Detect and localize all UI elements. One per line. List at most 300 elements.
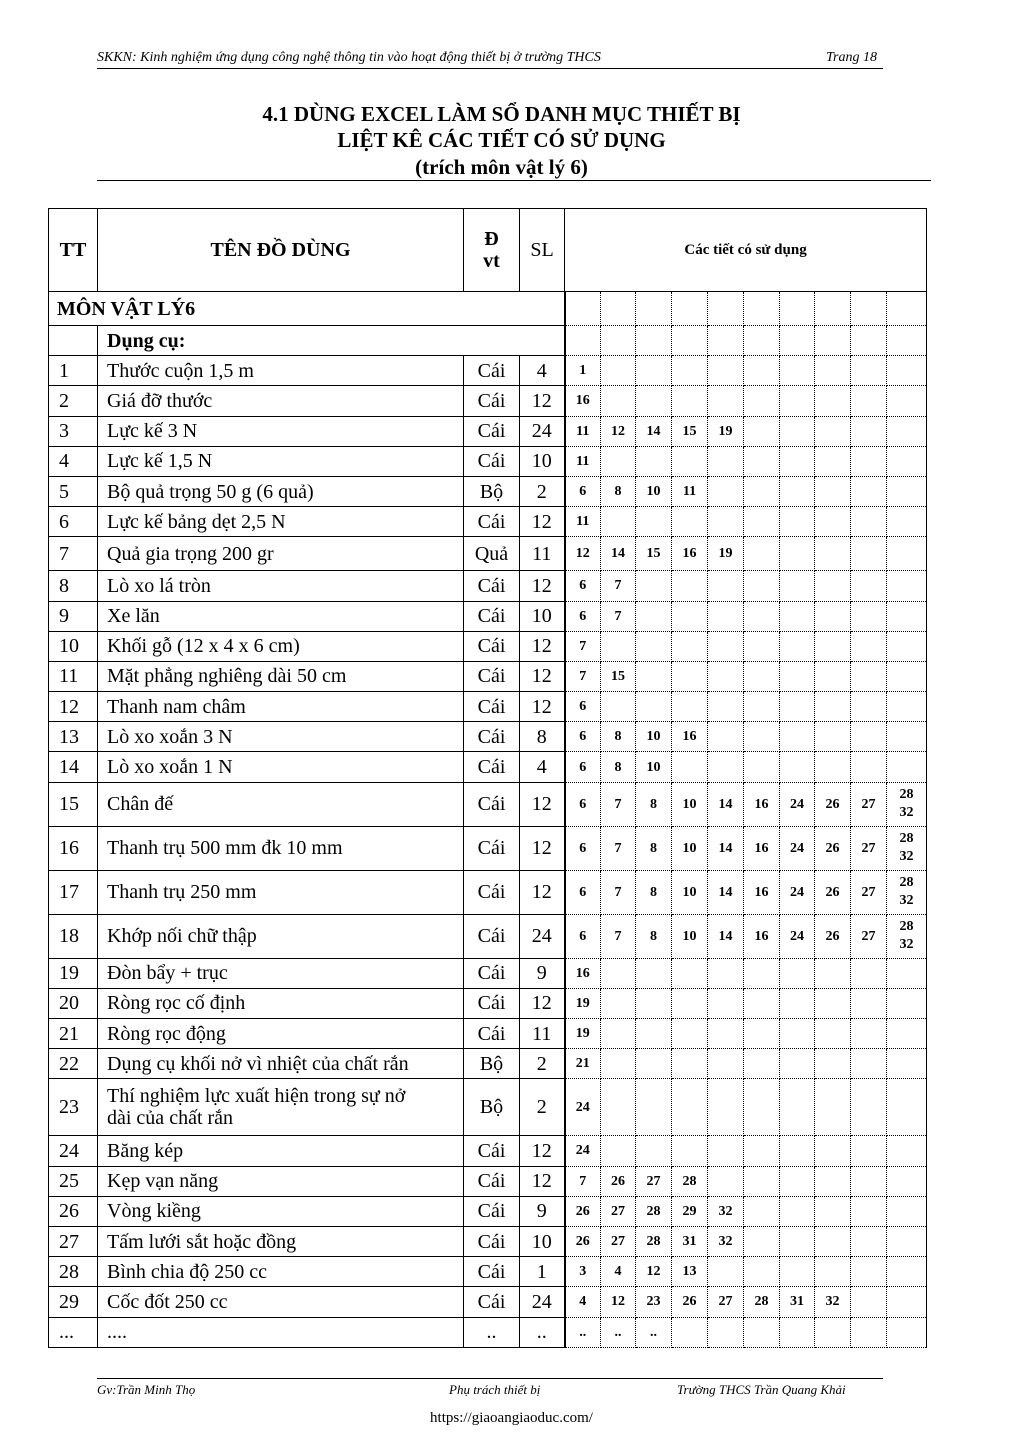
quantity: 24 (520, 914, 565, 958)
period-cell (601, 1019, 636, 1049)
header-unit (464, 209, 520, 292)
period-cell (672, 1049, 708, 1079)
table-row (49, 988, 927, 1018)
period-cell (708, 661, 744, 691)
quantity: 2 (520, 1079, 565, 1136)
row-number: 8 (49, 571, 98, 601)
period-cell (672, 292, 708, 326)
quantity: 12 (520, 631, 565, 661)
period-cell (887, 1287, 927, 1317)
period-cell: .. (601, 1317, 636, 1347)
period-cell (887, 1136, 927, 1166)
period-cell: 16 (565, 386, 601, 416)
header-left-text: SKKN: Kinh nghiệm ứng dụng công nghệ thông tin vào hoạt động thiết bị ở trường THCS (97, 50, 601, 65)
period-cell (780, 1196, 815, 1226)
period-cell (708, 958, 744, 988)
period-cell (780, 571, 815, 601)
equipment-name: Bộ quả trọng 50 g (6 quả) (98, 476, 464, 506)
period-cell: 26 (815, 826, 851, 870)
period-cell (744, 537, 780, 571)
unit: Cái (464, 752, 520, 782)
row-number: 26 (49, 1196, 98, 1226)
period-cell (887, 571, 927, 601)
period-cell (887, 537, 927, 571)
period-cell (636, 601, 672, 631)
unit: Bộ (464, 1079, 520, 1136)
equipment-name: Lực kế 3 N (98, 416, 464, 446)
period-cell (744, 476, 780, 506)
period-cell: 8 (636, 914, 672, 958)
table-row (49, 356, 927, 386)
period-cell (708, 571, 744, 601)
period-cell: 28 32 (887, 914, 927, 958)
period-cell (851, 958, 887, 988)
equipment-name: Thí nghiệm lực xuất hiện trong sự nở dài của chất rắn (98, 1079, 464, 1136)
period-cell (815, 722, 851, 752)
period-cell (815, 571, 851, 601)
period-cell (780, 631, 815, 661)
table-row (49, 826, 927, 870)
period-cell: 8 (601, 752, 636, 782)
equipment-name: Khớp nối chữ thập (98, 914, 464, 958)
footer-role: Phụ trách thiết bị (449, 1382, 541, 1397)
table-row (49, 631, 927, 661)
quantity: 12 (520, 870, 565, 914)
footer-divider (97, 1378, 883, 1379)
equipment-name: Vòng kiềng (98, 1196, 464, 1226)
unit: Bộ (464, 476, 520, 506)
row-number: 11 (49, 661, 98, 691)
period-cell (636, 507, 672, 537)
quantity: 10 (520, 601, 565, 631)
period-cell (601, 958, 636, 988)
unit: Cái (464, 870, 520, 914)
quantity: 2 (520, 476, 565, 506)
period-cell (887, 1317, 927, 1347)
period-cell (636, 292, 672, 326)
period-cell (708, 356, 744, 386)
period-cell (815, 356, 851, 386)
period-cell: 7 (565, 1166, 601, 1196)
period-cell (744, 1166, 780, 1196)
period-cell (887, 1019, 927, 1049)
period-cell: 6 (565, 476, 601, 506)
period-cell (815, 476, 851, 506)
period-cell (780, 752, 815, 782)
table-row (49, 914, 927, 958)
row-number: 16 (49, 826, 98, 870)
period-cell: 16 (744, 914, 780, 958)
table-row (49, 782, 927, 826)
period-cell: 23 (636, 1287, 672, 1317)
period-cell (744, 1226, 780, 1256)
period-cell (708, 446, 744, 476)
period-cell (708, 476, 744, 506)
equipment-name: Dụng cụ khối nở vì nhiệt của chất rắn (98, 1049, 464, 1079)
period-cell: 24 (565, 1136, 601, 1166)
row-number: 14 (49, 752, 98, 782)
period-cell (887, 1257, 927, 1287)
period-cell (815, 661, 851, 691)
unit: Cái (464, 1196, 520, 1226)
period-cell (780, 386, 815, 416)
period-cell: 16 (672, 722, 708, 752)
period-cell (851, 476, 887, 506)
period-cell (780, 1019, 815, 1049)
table-header-row (49, 209, 927, 292)
period-cell (636, 958, 672, 988)
unit: Cái (464, 722, 520, 752)
table-row (49, 507, 927, 537)
period-cell (672, 661, 708, 691)
period-cell: 16 (565, 958, 601, 988)
period-cell (708, 292, 744, 326)
period-cell (744, 722, 780, 752)
equipment-name: Thanh nam châm (98, 692, 464, 722)
period-cell (708, 1317, 744, 1347)
quantity: 12 (520, 571, 565, 601)
period-cell: 6 (565, 782, 601, 826)
period-cell: 10 (672, 870, 708, 914)
unit: Cái (464, 914, 520, 958)
quantity: 24 (520, 1287, 565, 1317)
quantity: 8 (520, 722, 565, 752)
source-url[interactable]: https://giaoangiaoduc.com/ (430, 1410, 593, 1426)
equipment-name: Lò xo lá tròn (98, 571, 464, 601)
header-tt: TT (49, 209, 98, 292)
unit: Cái (464, 446, 520, 476)
table-row (49, 446, 927, 476)
unit: Cái (464, 416, 520, 446)
table-row (49, 870, 927, 914)
period-cell (815, 1257, 851, 1287)
period-cell (815, 631, 851, 661)
category-tt (49, 326, 98, 356)
unit: Cái (464, 826, 520, 870)
period-cell (815, 1196, 851, 1226)
title-line-1: 4.1 DÙNG EXCEL LÀM SỔ DANH MỤC THIẾT BỊ (262, 102, 741, 126)
period-cell (708, 386, 744, 416)
table-row (49, 416, 927, 446)
unit: Cái (464, 1257, 520, 1287)
period-cell (815, 1049, 851, 1079)
period-cell (744, 1257, 780, 1287)
period-cell (887, 446, 927, 476)
row-number: 20 (49, 988, 98, 1018)
period-cell (780, 601, 815, 631)
period-cell (672, 326, 708, 356)
period-cell (672, 631, 708, 661)
period-cell (887, 1166, 927, 1196)
period-cell (601, 292, 636, 326)
period-cell: 15 (672, 416, 708, 446)
period-cell (780, 1166, 815, 1196)
equipment-name: Thanh trụ 250 mm (98, 870, 464, 914)
row-number: 15 (49, 782, 98, 826)
period-cell (601, 631, 636, 661)
equipment-name: Mặt phẳng nghiêng dài 50 cm (98, 661, 464, 691)
period-cell: 27 (851, 782, 887, 826)
period-cell (601, 356, 636, 386)
table-row (49, 1257, 927, 1287)
row-number: 6 (49, 507, 98, 537)
period-cell (780, 1049, 815, 1079)
period-cell (744, 356, 780, 386)
period-cell (636, 661, 672, 691)
period-cell (708, 1136, 744, 1166)
period-cell (851, 446, 887, 476)
table-row (49, 1136, 927, 1166)
period-cell (708, 631, 744, 661)
period-cell (744, 1049, 780, 1079)
period-cell (601, 446, 636, 476)
period-cell (815, 958, 851, 988)
period-cell (601, 1136, 636, 1166)
unit: Cái (464, 571, 520, 601)
unit: Cái (464, 1136, 520, 1166)
period-cell (851, 1317, 887, 1347)
period-cell: 27 (851, 870, 887, 914)
period-cell: 10 (672, 826, 708, 870)
quantity: 12 (520, 1136, 565, 1166)
row-number: 18 (49, 914, 98, 958)
page-number: Trang 18 (826, 50, 877, 65)
period-cell: 12 (601, 416, 636, 446)
period-cell: 14 (601, 537, 636, 571)
period-cell: 6 (565, 826, 601, 870)
period-cell: 12 (636, 1257, 672, 1287)
equipment-name: Chân đế (98, 782, 464, 826)
row-number: ... (49, 1317, 98, 1347)
equipment-table (48, 208, 927, 1348)
period-cell (744, 692, 780, 722)
period-cell: 15 (636, 537, 672, 571)
period-cell (815, 601, 851, 631)
period-cell: 31 (672, 1226, 708, 1256)
period-cell (887, 292, 927, 326)
period-cell: 10 (636, 476, 672, 506)
period-cell: 27 (851, 914, 887, 958)
quantity: 4 (520, 356, 565, 386)
table-row (49, 476, 927, 506)
period-cell: 26 (601, 1166, 636, 1196)
period-cell (851, 752, 887, 782)
equipment-name: Bình chia độ 250 cc (98, 1257, 464, 1287)
period-cell: 6 (565, 914, 601, 958)
period-cell: 26 (815, 870, 851, 914)
period-cell: 6 (565, 722, 601, 752)
equipment-name: Quả gia trọng 200 gr (98, 537, 464, 571)
period-cell: 19 (708, 416, 744, 446)
period-cell (672, 1136, 708, 1166)
period-cell (601, 988, 636, 1018)
period-cell (672, 601, 708, 631)
period-cell (851, 571, 887, 601)
period-cell (708, 722, 744, 752)
equipment-name: Giá đỡ thước (98, 386, 464, 416)
unit: Cái (464, 1287, 520, 1317)
period-cell (815, 988, 851, 1018)
period-cell (601, 386, 636, 416)
equipment-name: Xe lăn (98, 601, 464, 631)
table-row (49, 1287, 927, 1317)
period-cell: 19 (565, 1019, 601, 1049)
equipment-name: Thước cuộn 1,5 m (98, 356, 464, 386)
period-cell: 12 (565, 537, 601, 571)
header-qty: SL (520, 209, 565, 292)
period-cell (851, 1166, 887, 1196)
period-cell (887, 356, 927, 386)
header-unit-line1: Đ (484, 228, 499, 250)
period-cell: 16 (744, 826, 780, 870)
period-cell (887, 722, 927, 752)
period-cell (887, 601, 927, 631)
row-number: 4 (49, 446, 98, 476)
period-cell (744, 416, 780, 446)
period-cell (636, 571, 672, 601)
quantity: 10 (520, 446, 565, 476)
period-cell: 26 (815, 782, 851, 826)
period-cell (887, 988, 927, 1018)
footer-school: Trường THCS Trần Quang Khải (677, 1382, 846, 1397)
period-cell: 24 (565, 1079, 601, 1136)
period-cell (744, 661, 780, 691)
unit: Cái (464, 356, 520, 386)
category-label: Dụng cụ: (98, 326, 565, 356)
period-cell (708, 326, 744, 356)
period-cell (851, 1019, 887, 1049)
row-number: 10 (49, 631, 98, 661)
period-cell (851, 631, 887, 661)
period-cell (815, 416, 851, 446)
table-row (49, 1049, 927, 1079)
period-cell (636, 988, 672, 1018)
header-periods: Các tiết có sử dụng (565, 209, 927, 292)
period-cell (672, 1317, 708, 1347)
row-number: 9 (49, 601, 98, 631)
period-cell: 11 (565, 416, 601, 446)
period-cell (851, 1136, 887, 1166)
period-cell: 7 (601, 571, 636, 601)
period-cell: 31 (780, 1287, 815, 1317)
period-cell (744, 601, 780, 631)
table-row (49, 752, 927, 782)
period-cell (672, 571, 708, 601)
period-cell: 7 (565, 661, 601, 691)
period-cell (815, 1019, 851, 1049)
period-cell: 16 (744, 782, 780, 826)
row-number: 17 (49, 870, 98, 914)
period-cell (780, 326, 815, 356)
period-cell: .. (636, 1317, 672, 1347)
table-row (49, 1226, 927, 1256)
row-number: 2 (49, 386, 98, 416)
period-cell: 11 (565, 446, 601, 476)
period-cell: 28 (636, 1196, 672, 1226)
period-cell: 15 (601, 661, 636, 691)
period-cell (708, 752, 744, 782)
period-cell (636, 1049, 672, 1079)
period-cell: 26 (672, 1287, 708, 1317)
row-number: 27 (49, 1226, 98, 1256)
quantity: 2 (520, 1049, 565, 1079)
table-body (49, 292, 927, 1348)
period-cell (780, 722, 815, 752)
period-cell (851, 1049, 887, 1079)
period-cell (780, 692, 815, 722)
period-cell (815, 1136, 851, 1166)
row-number: 21 (49, 1019, 98, 1049)
period-cell (815, 386, 851, 416)
row-number: 19 (49, 958, 98, 988)
unit: Cái (464, 1019, 520, 1049)
table-row (49, 1079, 927, 1136)
period-cell: 26 (565, 1226, 601, 1256)
period-cell: 4 (601, 1257, 636, 1287)
table-row (49, 1317, 927, 1347)
period-cell (636, 1136, 672, 1166)
period-cell (887, 958, 927, 988)
period-cell (887, 1196, 927, 1226)
period-cell (887, 326, 927, 356)
period-cell (565, 292, 601, 326)
period-cell: 28 (636, 1226, 672, 1256)
unit: Quả (464, 537, 520, 571)
quantity: 24 (520, 416, 565, 446)
period-cell: 8 (601, 722, 636, 752)
period-cell: .. (565, 1317, 601, 1347)
period-cell (851, 601, 887, 631)
period-cell: 7 (601, 782, 636, 826)
table-row (49, 661, 927, 691)
period-cell: 6 (565, 752, 601, 782)
period-cell (744, 1019, 780, 1049)
table-row (49, 958, 927, 988)
equipment-name: Cốc đốt 250 cc (98, 1287, 464, 1317)
quantity: 12 (520, 386, 565, 416)
period-cell (780, 988, 815, 1018)
footer-author: Gv:Trần Minh Thọ (97, 1382, 196, 1397)
unit: Cái (464, 386, 520, 416)
period-cell (744, 326, 780, 356)
row-number: 25 (49, 1166, 98, 1196)
period-cell (636, 356, 672, 386)
period-cell (887, 752, 927, 782)
period-cell: 28 32 (887, 782, 927, 826)
period-cell: 14 (708, 782, 744, 826)
period-cell: 28 32 (887, 870, 927, 914)
equipment-name: Thanh trụ 500 mm đk 10 mm (98, 826, 464, 870)
period-cell (887, 692, 927, 722)
row-number: 24 (49, 1136, 98, 1166)
period-cell (672, 692, 708, 722)
row-number: 3 (49, 416, 98, 446)
period-cell (708, 692, 744, 722)
period-cell: 19 (565, 988, 601, 1018)
period-cell (780, 537, 815, 571)
title-line-3: (trích môn vật lý 6) (415, 155, 588, 179)
equipment-name: Lực kế 1,5 N (98, 446, 464, 476)
unit: Bộ (464, 1049, 520, 1079)
period-cell: 28 32 (887, 826, 927, 870)
period-cell (601, 1049, 636, 1079)
unit: Cái (464, 1226, 520, 1256)
period-cell (815, 446, 851, 476)
period-cell (887, 1079, 927, 1136)
period-cell: 7 (601, 601, 636, 631)
equipment-name: .... (98, 1317, 464, 1347)
period-cell: 3 (565, 1257, 601, 1287)
